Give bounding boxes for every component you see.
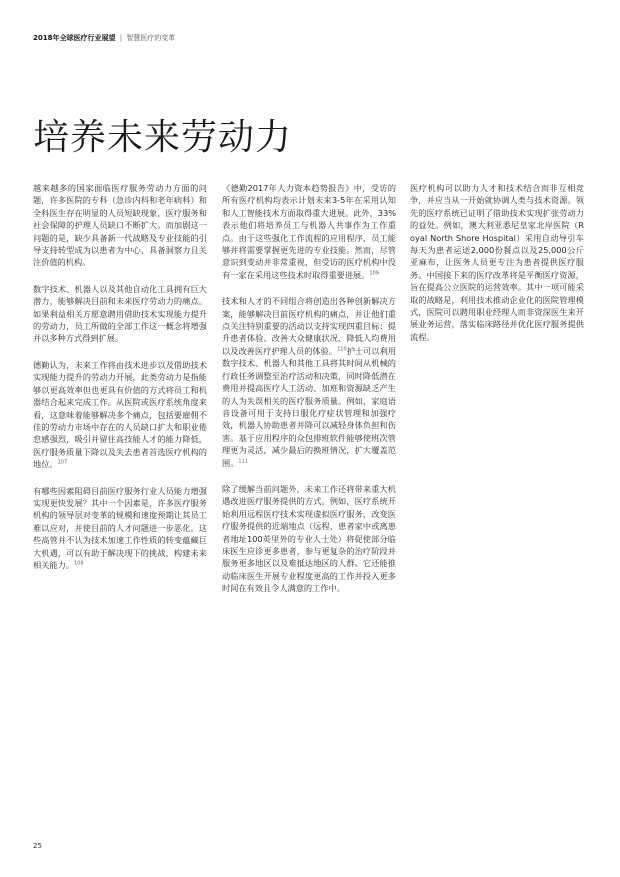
page-title: 培养未来劳动力 — [33, 117, 293, 159]
paragraph — [222, 295, 396, 469]
paragraph — [222, 483, 396, 595]
header-separator: | — [119, 34, 123, 42]
paragraph-text: 技术和人才的不同组合将创造出各种创新解决方案，能够解决目前医疗机构的痛点，并让他们重点关注特别重要的活动以支持实现四重目标：提升患者体验、改善大众健康状况、降低人均费用以及改善医疗护理人员的体验。 — [222, 296, 396, 356]
footnote-ref: 107 — [57, 459, 68, 466]
paragraph — [33, 485, 207, 572]
paragraph-text: 医疗机构可以助力人才和技术结合而非互相竞争，并应当从一开始就协调人类与技术资源。领先的医疗系统已证明了借助技术实现扩张劳动力的益处。例如，澳大利亚悉尼皇家北岸医院（Royal North Shore Hospital）采用自动导引车每天为患者运送2,000份餐点以及25,000公斤亚麻布，让医务人员更专注为患者提供医疗服务。中国接下来的医疗改革将是平衡医疗资源，旨在提高公立医院的运营效率。其中一项可能采取的战略是，利用技术推动企业化的医院管理模式，医院可以聘用职业经理人而非资深医生来开展业务运营，落实临床路径并优化医疗服务提供流程。 — [410, 183, 584, 342]
paragraph — [33, 359, 207, 471]
paragraph — [33, 283, 207, 345]
report-header — [33, 33, 175, 43]
report-subtitle: 智慧医疗的变革 — [126, 34, 176, 42]
text-column-1 — [33, 182, 207, 585]
page-number: 25 — [33, 842, 42, 850]
paragraph-text: 有哪些因素阻碍目前医疗服务行业人员能力增强实现更快发展？其中一个因素是，许多医疗服务机构的领导层对变革的规模和速度预期让其员工难以应对，并使目前的人才问题进一步恶化。这些高管并不认为技术加速工作性质的转变蕴藏巨大机遇，可以有助于解决现下的挑战，构建未来相关能力。 — [33, 485, 207, 570]
footnote-ref: 109 — [369, 270, 379, 277]
paragraph — [33, 182, 207, 269]
footnote-ref: 110 — [337, 346, 347, 353]
paragraph-text: 越来越多的国家面临医疗服务劳动力方面的问题，许多医院的专科（急诊内科和老年病科）和全科医生存在明显的人员短缺现象，医疗服务和社会保障的护理人员缺口不断扩大。而加剧这一问题的是，缺少具备新一代战略及专业技能的引导支持转型成为以患者为中心、具备洞察力且关注价值的机构。 — [33, 183, 207, 268]
footnote-ref: 111 — [238, 457, 248, 464]
paragraph-text: 除了缓解当前问题外，未来工作还将带来重大机遇改进医疗服务提供的方式。例如，医疗系统开始利用远程医疗技术实现虚拟医疗服务，改变医疗服务提供的近端地点（远程、患者家中或离患者地址100英里外的专业人士处）将促使部分临床医生应诊更多患者，参与更复杂的治疗阶段并服务更多地区以及难抵达地区的人群。它还能推动临床医生开展专业程度更高的工作并投入更多时间在有效且令人满意的工作中。 — [222, 483, 396, 594]
paragraph-text: 德勤认为，未来工作将由技术进步以及借助技术实现能力提升的劳动力开展，此类劳动力是指能够以更高效率但也更具有价值的方式将员工和机器结合起来完成工作。从医院或医疗系统角度来看，这意味着能够解决多个痛点，包括要雇佣不佳的劳动力市场中存在的人员缺口扩大和职业倦怠感强烈，吸引并留住高技能人才的能力降低，医疗服务质量下降以及失去患者首选医疗机构的地位。 — [33, 359, 207, 470]
text-column-2 — [222, 182, 396, 609]
report-title: 2018年全球医疗行业展望 — [33, 34, 116, 42]
text-column-3 — [410, 182, 584, 357]
footnote-ref: 108 — [73, 560, 84, 567]
paragraph — [410, 182, 584, 343]
paragraph-text: 数字技术、机器人以及其他自动化工具拥有巨大潜力，能够解决目前和未来医疗劳动力的痛点。如果利益相关方愿意聘用借助技术实现能力提升的劳动力，员工所做的全部工作这一概念将增强并以多种方式得到扩展。 — [33, 283, 207, 344]
paragraph-text: 《德勤2017年人力资本趋势报告》中，受访的所有医疗机构均表示计划未来3-5年在采用认知和人工智能技术方面取得重大进展。此外，33%表示他们将培养员工与机器人共事作为工作重点。由于这些强化工作流程的应用程序，员工能够并将需要掌握更先进的专业技能。然而，尽管意识到变动并非常重视，但受访的医疗机构中没有一家在采用这些技术时取得重要进展。 — [222, 183, 396, 280]
paragraph — [222, 182, 396, 281]
paragraph-text: 护士可以利用数字技术、机器人和其他工具将其时间从机械的行政任务调整至治疗活动和决策，同时降低潜在费用并提高医疗人工活动、加班和资源缺乏产生的人为失误相关的医疗服务质量。例如，家庭语音设备可用于支持日服化疗症状管理和加强疗效，机器人协助患者并降可以减轻身体负担和伤害。基于应用程序的众包排班软件能够使班次管理更为灵活，减少最后的换班情况，扩大覆盖范围。 — [222, 345, 396, 468]
